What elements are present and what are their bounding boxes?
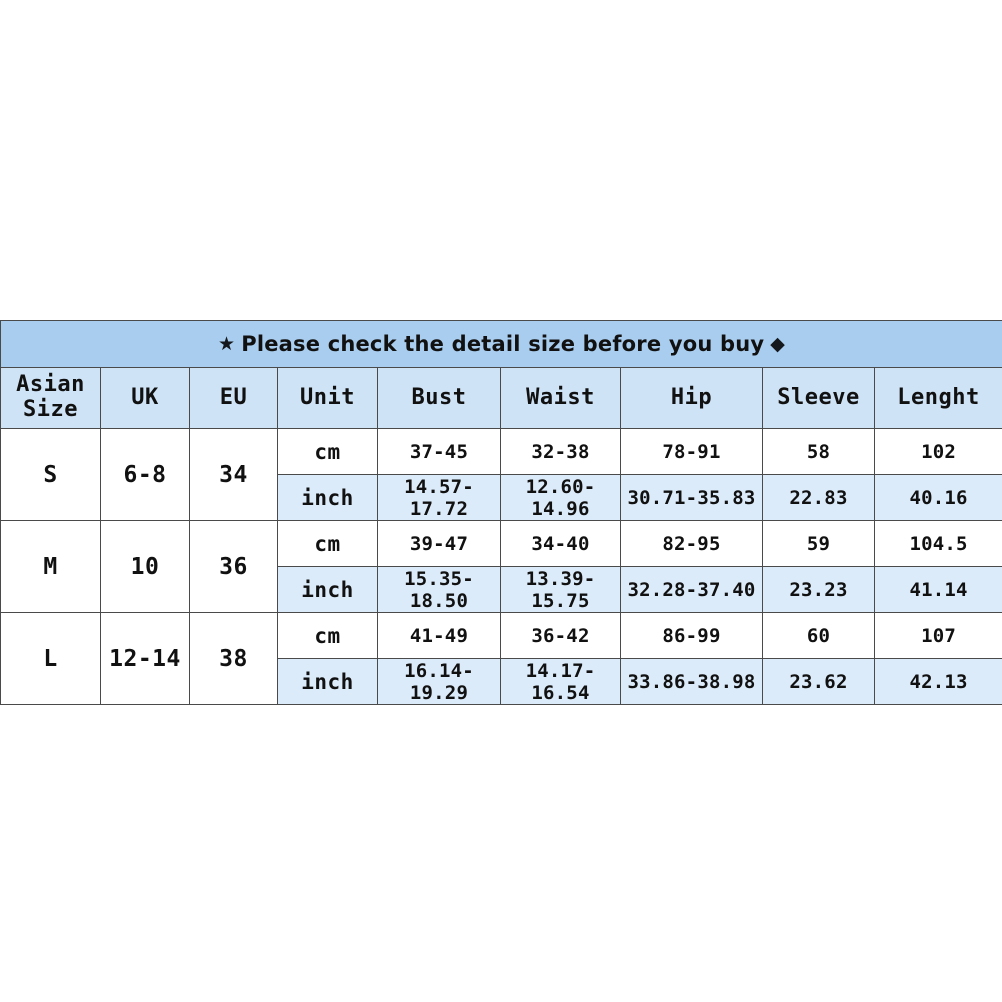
cell-length-inch: 42.13 — [875, 659, 1002, 705]
cell-length-cm: 102 — [875, 429, 1002, 475]
cell-length-inch: 41.14 — [875, 567, 1002, 613]
cell-waist-inch: 14.17-16.54 — [501, 659, 621, 705]
cell-unit-inch: inch — [278, 659, 378, 705]
cell-asian-size: L — [1, 613, 101, 705]
cell-sleeve-cm: 59 — [763, 521, 875, 567]
header-asian-size-line2: Size — [23, 397, 78, 422]
cell-bust-cm: 39-47 — [378, 521, 501, 567]
header-bust: Bust — [378, 368, 501, 429]
cell-eu: 38 — [190, 613, 278, 705]
header-waist: Waist — [501, 368, 621, 429]
cell-waist-inch: 12.60-14.96 — [501, 475, 621, 521]
cell-asian-size: S — [1, 429, 101, 521]
header-unit: Unit — [278, 368, 378, 429]
cell-waist-cm: 32-38 — [501, 429, 621, 475]
cell-sleeve-inch: 23.23 — [763, 567, 875, 613]
cell-hip-inch: 33.86-38.98 — [621, 659, 763, 705]
star-icon: ★ — [218, 332, 236, 355]
table-row — [1, 521, 1002, 567]
cell-uk: 10 — [101, 521, 190, 613]
header-asian-size — [1, 368, 101, 429]
header-uk: UK — [101, 368, 190, 429]
cell-asian-size: M — [1, 521, 101, 613]
header-row — [1, 368, 1002, 429]
cell-sleeve-cm: 60 — [763, 613, 875, 659]
size-chart-container — [0, 320, 1002, 705]
cell-length-inch: 40.16 — [875, 475, 1002, 521]
header-asian-size-line1: Asian — [16, 372, 85, 398]
cell-unit-inch: inch — [278, 475, 378, 521]
cell-bust-inch: 16.14-19.29 — [378, 659, 501, 705]
cell-hip-cm: 82-95 — [621, 521, 763, 567]
table-row — [1, 613, 1002, 659]
cell-hip-inch: 32.28-37.40 — [621, 567, 763, 613]
cell-sleeve-cm: 58 — [763, 429, 875, 475]
table-row — [1, 429, 1002, 475]
banner-cell — [1, 321, 1002, 368]
cell-eu: 36 — [190, 521, 278, 613]
cell-unit-inch: inch — [278, 567, 378, 613]
cell-sleeve-inch: 23.62 — [763, 659, 875, 705]
header-length: Lenght — [875, 368, 1002, 429]
banner-row — [1, 321, 1002, 368]
cell-eu: 34 — [190, 429, 278, 521]
cell-bust-inch: 14.57-17.72 — [378, 475, 501, 521]
cell-hip-inch: 30.71-35.83 — [621, 475, 763, 521]
cell-bust-cm: 37-45 — [378, 429, 501, 475]
cell-bust-inch: 15.35-18.50 — [378, 567, 501, 613]
cell-waist-cm: 34-40 — [501, 521, 621, 567]
cell-length-cm: 107 — [875, 613, 1002, 659]
cell-hip-cm: 86-99 — [621, 613, 763, 659]
cell-waist-inch: 13.39-15.75 — [501, 567, 621, 613]
header-hip: Hip — [621, 368, 763, 429]
header-sleeve: Sleeve — [763, 368, 875, 429]
cell-sleeve-inch: 22.83 — [763, 475, 875, 521]
cell-bust-cm: 41-49 — [378, 613, 501, 659]
cell-unit-cm: cm — [278, 613, 378, 659]
cell-unit-cm: cm — [278, 521, 378, 567]
cell-uk: 6-8 — [101, 429, 190, 521]
cell-length-cm: 104.5 — [875, 521, 1002, 567]
size-chart-table — [0, 320, 1002, 705]
cell-unit-cm: cm — [278, 429, 378, 475]
banner-text: Please check the detail size before you buy — [241, 332, 765, 356]
header-eu: EU — [190, 368, 278, 429]
cell-waist-cm: 36-42 — [501, 613, 621, 659]
diamond-icon: ◆ — [770, 332, 786, 355]
cell-uk: 12-14 — [101, 613, 190, 705]
cell-hip-cm: 78-91 — [621, 429, 763, 475]
